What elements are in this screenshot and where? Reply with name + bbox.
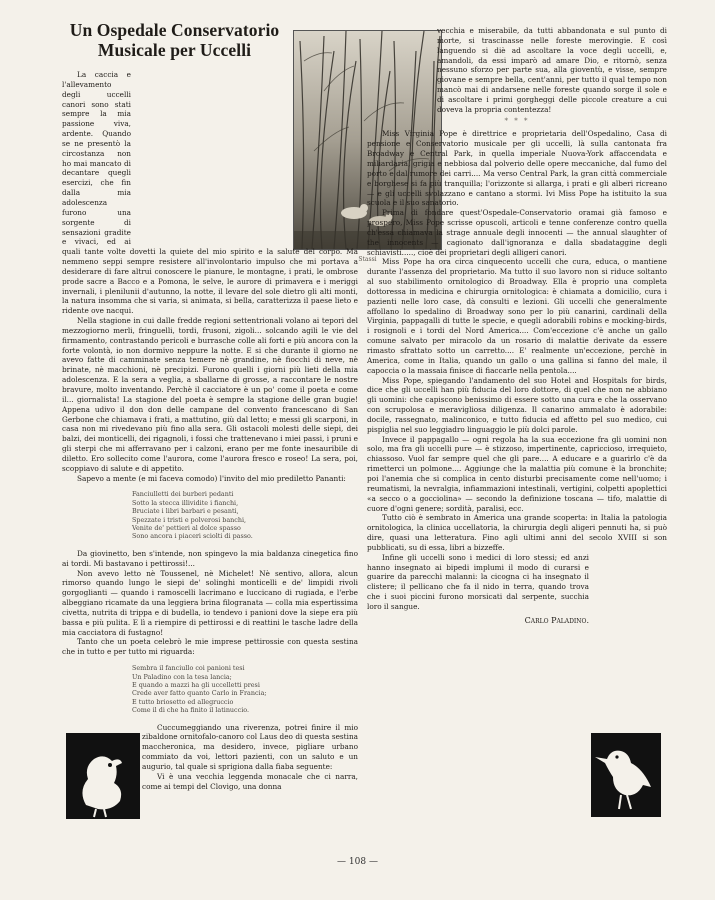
poem-line: Spezzate i tristi e polverosi banchi,	[132, 515, 247, 524]
paragraph: Da giovinetto, ben s'intende, non spingevo la mia baldanza cinegetica fino ai tordi. Mi bastavano i pettirossi!...	[62, 548, 358, 568]
poem-line: Un Paladino con la tesa lancia;	[132, 672, 232, 681]
paragraph: Prima di fondare quest'Ospedale-Conservatorio oramai già famoso e prospero, Miss Pope scrisse opuscoli, articoli e tenne conferenze contro quella ch'essa chiamava la strage annuale degli innocenti — the annual slaughter of the innocents — cagionato dall'ignoranza e dalla sbadataggine degli schiavisti....., cioè dei proprietari degli alligeri canori.	[367, 208, 667, 257]
section-separator: * * *	[504, 116, 530, 125]
poem-stanza-2	[132, 664, 358, 714]
paragraph: Tutto ciò è sembrato in America una grande scoperta: in Italia la patologia ornitologica, la clinica uccellatoria, la chirurgia degli aligeri pennuti ha, si può dire, quasi una letteratura. Fino agli ultimi anni del secolo XVIII si son pubblicati, su di essa, libri a bizzeffe.	[367, 513, 667, 552]
paragraph: Cuccumeggiando una riverenza, potrei finire il mio zibaldone ornitofalo-canoro col Laus deo di questa sestina maccheronica, ma desidero, invece, pigliare urbano commiato da voi, lettori pazienti, con un saluto e un augurio, tal quale si sprigiona dalla fiaba seguente:	[142, 722, 358, 771]
poem-stanza-1	[132, 490, 358, 540]
chick-silhouette-icon	[66, 733, 140, 819]
poem-line: E quando a mazzi ha gli uccelletti presi	[132, 680, 260, 689]
paragraph: Invece il pappagallo — ogni regola ha la sua eccezione fra gli uomini non solo, ma fra gli uccelli pure — è stizzoso, impertinente, capriccioso, irrequieto, chiassoso. Vuol far sempre quel che gli pare.... A educare e a guarirlo c'è da rimetterci un polmone.... Aggiunge che la malattia più comune è la bronchite; poi l'anemia che si complica in cento disturbi precisamente come nell'uomo; i reumatismi, la nevralgia, infiammazioni intestinali, vertigini, colpetti apoplettici «a secco o a gocciolina» — secondo la definizione toscana — tifo, malattie di cuore d'ogni genere; sordità, paralisi, ecc.	[367, 434, 667, 513]
right-column	[367, 26, 667, 848]
left-column	[62, 70, 358, 848]
poem-line: Sotto la stecca illividite i fianchi,	[132, 498, 239, 507]
paragraph: Infine gli uccelli sono i medici di loro stessi; ed anzi hanno insegnato ai bipedi implumi il modo di curarsi e guarire da parecchi malanni: la cicogna ci ha insegnato il clistere; il pellicano che fa il nido in terra, quando trova che i suoi piccini furono morsicati dal serpente, succhia loro il sangue.	[367, 552, 589, 611]
paragraph: Miss Pope ha ora circa cinquecento uccelli che cura, educa, o mantiene durante l'assenza del proprietario. Ma tutto il suo lavoro non si riduce soltanto al suo stabilimento ornitologico di Broadway. Ella è proprio una completa dottoressa in medicina e chirurgia ornitologica: è chiamata a domicilio, cura i pazienti nelle loro case, dà consulti e lezioni. Gli uccelli che generalmente affollano lo spedalino di Broadway sono per lo più canarini, cardinali della Virginia, pappagalli di tutte le specie, e quegli adorabili robins e mocking-birds, i rosignoli e i tordi del Nord America.... Com'eccezione c'è anche un gallo comune salvato per miracolo da un rosario di malattie derivate da essere rimasto sfrattato sotto un carretto.... E' realmente un'eccezione, perchè in America, come in Italia, quando un gallo o una gallina si fanno del male, il capoccia o la massaia finisce di fiaccarle nella pentola....	[367, 257, 667, 375]
bird-silhouette-icon	[591, 733, 661, 817]
paragraph: Miss Pope, spiegando l'andamento del suo Hotel and Hospitals for birds, dice che gli uccelli han più fiducia del loro dottore, di quel che non ne abbiano gli uomini: che capiscono benissimo di essere sotto una cura e che la osservano con scrupolosa e meravigliosa diligenza. Il canarino ammalato è adorabile: docile, rassegnato, malinconico, e tutto fiducia ed affetto pel suo medico, cui pispiglia nel suo leggiadro linguaggio le più dolci parole.	[367, 375, 667, 434]
photo-caption: Stassi	[358, 256, 377, 263]
paragraph: Vi è una vecchia leggenda monacale che ci narra, come ai tempi del Clovigo, una donna	[142, 771, 358, 791]
paragraph: Tanto che un poeta celebrò le mie imprese pettirossie con questa sestina che in tutto e per tutto mi riguarda:	[62, 637, 358, 657]
paragraph: Nella stagione in cui dalle fredde regioni settentrionali volano ai tepori del mezzogiorno merli, fringuelli, tordi, frusoni, zigoli... solcando agili le vie del firmamento, contrastando pericoli e burrasche colle ali forti e più ancora con la forte volontà, io non dormivo neppure la notte. E si che durante il giorno ne avevo fatte di camminate senza temere nè grandine, nè fiocchi di neve, nè brinate, nè macchioni, nè precipizi. Furono quelli i giorni più lieti della mia adolescenza. E la sera a veglia, a sballarne di grosse, a raccontare le nostre bravure, molto inventando. Perchè il cacciatore è un po' come il poeta e come il... giornalista! La stagione del poeta è sempre la stagione delle gran bugie! Appena udivo il don don delle campane del convento francescano di San Gerbone che chiamava i frati, a mattutino, giù dal letto; e messi gli scarponi, in casa non mi rivedevano più fino alla sera. Gli ostacoli molesti delle siepi, dei balzi, dei monticelli, dei rigagnoli, i fossi che trattenevano i miei passi, i pruni e gli sterpi che mi afferravano per i calzoni, erano per me fonte inesauribile di diletto. Ero sollecito come l'aurora, come l'aurora fresco e roseo! La sera, poi, scoppiavo di salute e di appetito.	[62, 316, 358, 473]
author-signature: Carlo Paladino.	[524, 615, 589, 625]
silhouette-float-space	[589, 553, 667, 633]
poem-line: Crede aver fatto quanto Carlo in Francia;	[132, 689, 267, 698]
paragraph: Sapevo a mente (e mi faceva comodo) l'invito del mio prediletto Pananti:	[77, 473, 346, 483]
poem-line: Bruciate i libri barbari e pesanti,	[132, 507, 239, 516]
poem-line: Come il di che ha finito il latinuccio.	[132, 706, 250, 715]
photo-float-space	[131, 70, 358, 244]
article-title: Un Ospedale Conservatorio Musicale per Uccelli	[69, 20, 280, 60]
paragraph: La caccia e l'allevamento degli uccelli canori sono stati sempre la mia passione viva, ardente. Quando se ne presentò la circostanza non ho mai mancato di decantare quegli esercizi, che fin dalla mia adolescenza furono una sorgente di sensazioni gradite e vivaci, ed ai quali tante volte dovetti la quiete del mio spirito e la salute del corpo. Ma nemmeno seppi sempre resistere all'involontario impulso che mi portava a desiderare di fare altrui conoscere le pianure, le montagne, i prati, le ombrose prode sacre a Bacco e a Pomona, le selve, le aurore di primavera e i meriggi invernali, i plenilunii d'autunno, la notte, il levare del sole dietro gli alti monti, la natura insomma che si varia, si animata, si bella, caratterizza il paese lieto e ridente ove nacqui.	[62, 70, 358, 316]
paragraph: Non avevo letto nè Toussenel, nè Michelet! Nè sentivo, allora, alcun rimorso quando lungo le siepi de' solinghi monticelli e de' limpidi rivoli gorgoglianti — quando i ramoscelli lacrimano e luccicano di rugiada, e l'erbe albeggiano ricamate da una leggiera brina filogranata — colla mia espertissima civetta, nutrita di trippa e di budella, io tendevo i panioni dove la siepe era più bassa e più pulita. E lì a riempire di pettirossi e di reattini le tasche ladre della mia cacciatora di fustagno!	[62, 568, 358, 637]
paragraph: vecchia e miserabile, da tutti abbandonata e sul punto di morte, si trascinasse nelle foreste merovingie. E così languendo si diè ad ascoltare la voce degli uccelli, e, amandoli, da essi imparò ad amare Dio, e ritornò, senza nessuno sforzo per parte sua, alla gioventù, e visse, sempre giovane e sempre bella, cent'anni, per tutto il qual tempo non mancò mai di andarsene nelle foreste quando sorge il sole e di ascoltare i primi gorgheggi delle piccole creature a cui doveva la propria contentezza!	[437, 26, 667, 114]
paragraph: Miss Virginia Pope è direttrice e proprietaria dell'Ospedalino, Casa di pensione e Conservatorio musicale per gli uccelli, là sulla cantonata fra Broadway e Central Park, in quella imperiale Nuova-York affaccendata e miliardaria, grigia e nebbiosa dal polverio delle opere meccaniche, dal fumo del porto e dal rumore dei carri.... Ma verso Central Park, la gran città commerciale e borghese si fa più tranquilla; l'orizzonte si allarga, i prati e gli alberi ricreano — e gli uccelli svolazzano e cantano a stormi. Ivi Miss Pope ha istituito la sua scuola e il suo sanatorio.	[367, 129, 667, 208]
page-number: — 108 —	[337, 857, 378, 867]
poem-line: Sembra il fanciullo coi panioni tesi	[132, 664, 245, 673]
poem-line: Venite de' pettieri al dolce spasso	[132, 524, 241, 533]
poem-line: Sono ancora i piaceri sciolti di passo.	[132, 532, 253, 541]
poem-line: E tutto briosetto ed allegruccio	[132, 697, 234, 706]
poem-line: Fanciulletti dei burberi pedanti	[132, 490, 234, 499]
